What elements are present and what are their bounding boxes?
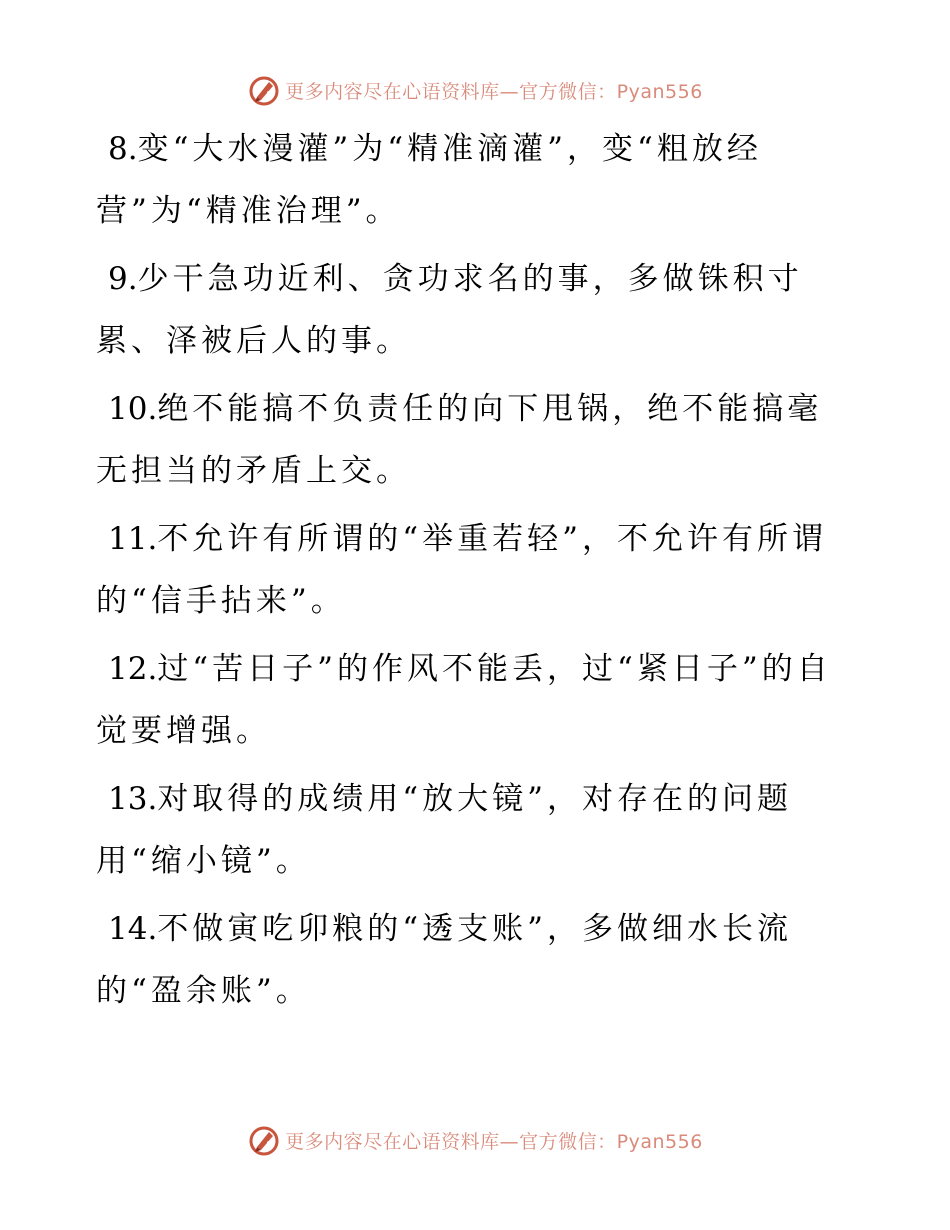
item-text: 过“苦日子”的作风不能丢，过“紧日子”的自觉要增强。 [96, 651, 832, 749]
banner-text: 更多内容尽在心语资料库—官方微信：Pyan556 [285, 1130, 703, 1153]
list-item [96, 768, 856, 892]
item-text: 不允许有所谓的“举重若轻”，不允许有所谓的“信手拈来”。 [96, 521, 828, 619]
item-number: 13. [108, 781, 158, 817]
pen-nib-icon [247, 73, 281, 107]
header-banner [0, 70, 950, 110]
item-text: 变“大水漫灌”为“精准滴灌”，变“粗放经营”为“精准治理”。 [96, 131, 762, 229]
item-text: 少干急功近利、贪功求名的事，多做铢积寸累、泽被后人的事。 [96, 261, 803, 359]
item-text: 绝不能搞不负责任的向下甩锅，绝不能搞毫无担当的矛盾上交。 [96, 391, 823, 489]
document-body [96, 118, 856, 1028]
list-item [96, 378, 856, 502]
item-number: 8. [108, 131, 138, 167]
list-item [96, 508, 856, 632]
item-number: 12. [108, 651, 158, 687]
item-number: 14. [108, 911, 158, 947]
pen-nib-icon [247, 1123, 281, 1157]
item-text: 对取得的成绩用“放大镜”，对存在的问题用“缩小镜”。 [96, 781, 793, 879]
item-number: 11. [108, 521, 158, 557]
list-item [96, 898, 856, 1022]
item-number: 10. [108, 391, 158, 427]
banner-text: 更多内容尽在心语资料库—官方微信：Pyan556 [285, 80, 703, 103]
list-item [96, 638, 856, 762]
footer-banner [0, 1120, 950, 1160]
item-number: 9. [108, 261, 138, 297]
item-text: 不做寅吃卯粮的“透支账”，多做细水长流的“盈余账”。 [96, 911, 793, 1009]
list-item [96, 118, 856, 242]
list-item [96, 248, 856, 372]
